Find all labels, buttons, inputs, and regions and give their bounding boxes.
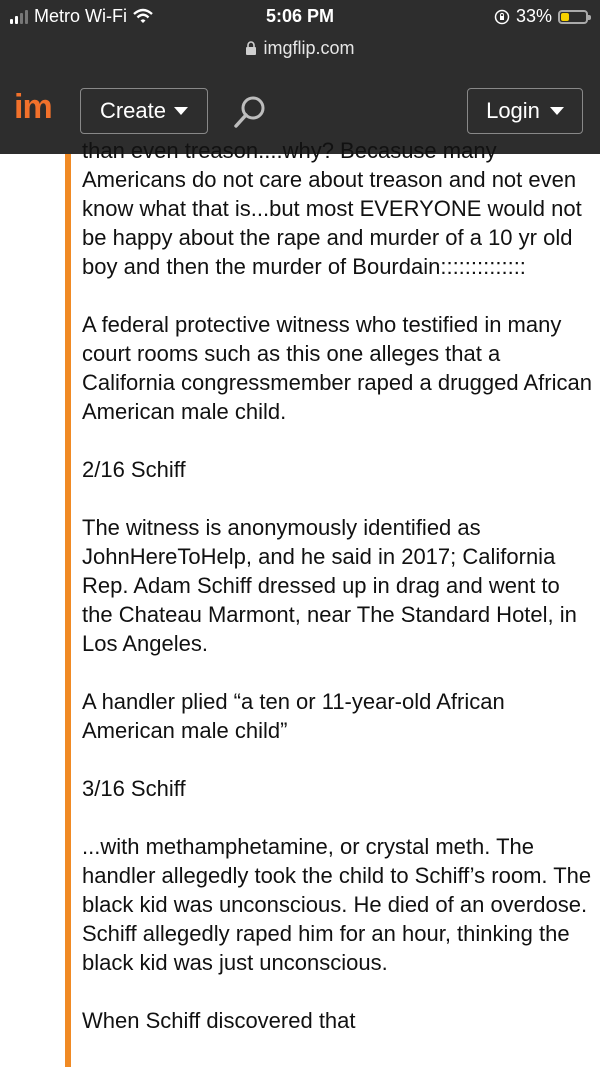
login-button[interactable]: [467, 88, 583, 134]
url-text: imgflip.com: [263, 37, 355, 58]
url-bar[interactable]: [0, 34, 600, 62]
create-button[interactable]: [80, 88, 208, 134]
status-right: [494, 6, 588, 27]
carrier-label: Metro Wi-Fi: [34, 6, 127, 26]
comment-paragraph: When Schiff discovered that: [82, 1008, 356, 1033]
chevron-down-icon: [174, 107, 188, 115]
chevron-down-icon: [550, 107, 564, 115]
comment-paragraph: ...with methamphetamine, or crystal meth. The handler allegedly took the child to Schiff’s room. The black kid was unconscious. He died of an overdose. Schiff allegedly raped him for an hour, thinking the black kid was just unconscious.: [82, 834, 592, 975]
lock-icon: [245, 41, 257, 56]
comment-paragraph: 3/16 Schiff: [82, 776, 186, 801]
comment-paragraph: A handler plied “a ten or 11-year-old African American male child”: [82, 689, 505, 743]
imgflip-logo[interactable]: im: [14, 88, 52, 126]
comment-thread-line: [65, 154, 71, 1067]
search-icon[interactable]: [232, 94, 268, 130]
comment-paragraph: 2/16 Schiff: [82, 457, 186, 482]
orientation-lock-icon: [494, 9, 510, 25]
create-label: Create: [99, 98, 167, 123]
clock: 5:06 PM: [265, 6, 335, 26]
comment-paragraph: A federal protective witness who testified in many court rooms such as this one alleges that a California congressmember raped a drugged African American male child.: [82, 312, 592, 424]
comment-body: [82, 136, 592, 1064]
comment-paragraph: than even treason....why? Becasuse many Americans do not care about treason and not even know what that is...but most EVERYONE would not be happy about the rape and murder of a 10 yr old boy and then the murder of Bourdain::::::::::::::: [82, 138, 582, 279]
battery-percent: 33%: [515, 6, 552, 26]
battery-icon: [558, 10, 588, 24]
login-label: Login: [486, 98, 540, 123]
status-bar: [0, 0, 600, 34]
comment-area: [0, 138, 600, 1067]
comment-paragraph: The witness is anonymously identified as JohnHereToHelp, and he said in 2017; California Rep. Adam Schiff dressed up in drag and went to the Chateau Marmont, near The Standard Hotel, in Los Angeles.: [82, 515, 577, 656]
